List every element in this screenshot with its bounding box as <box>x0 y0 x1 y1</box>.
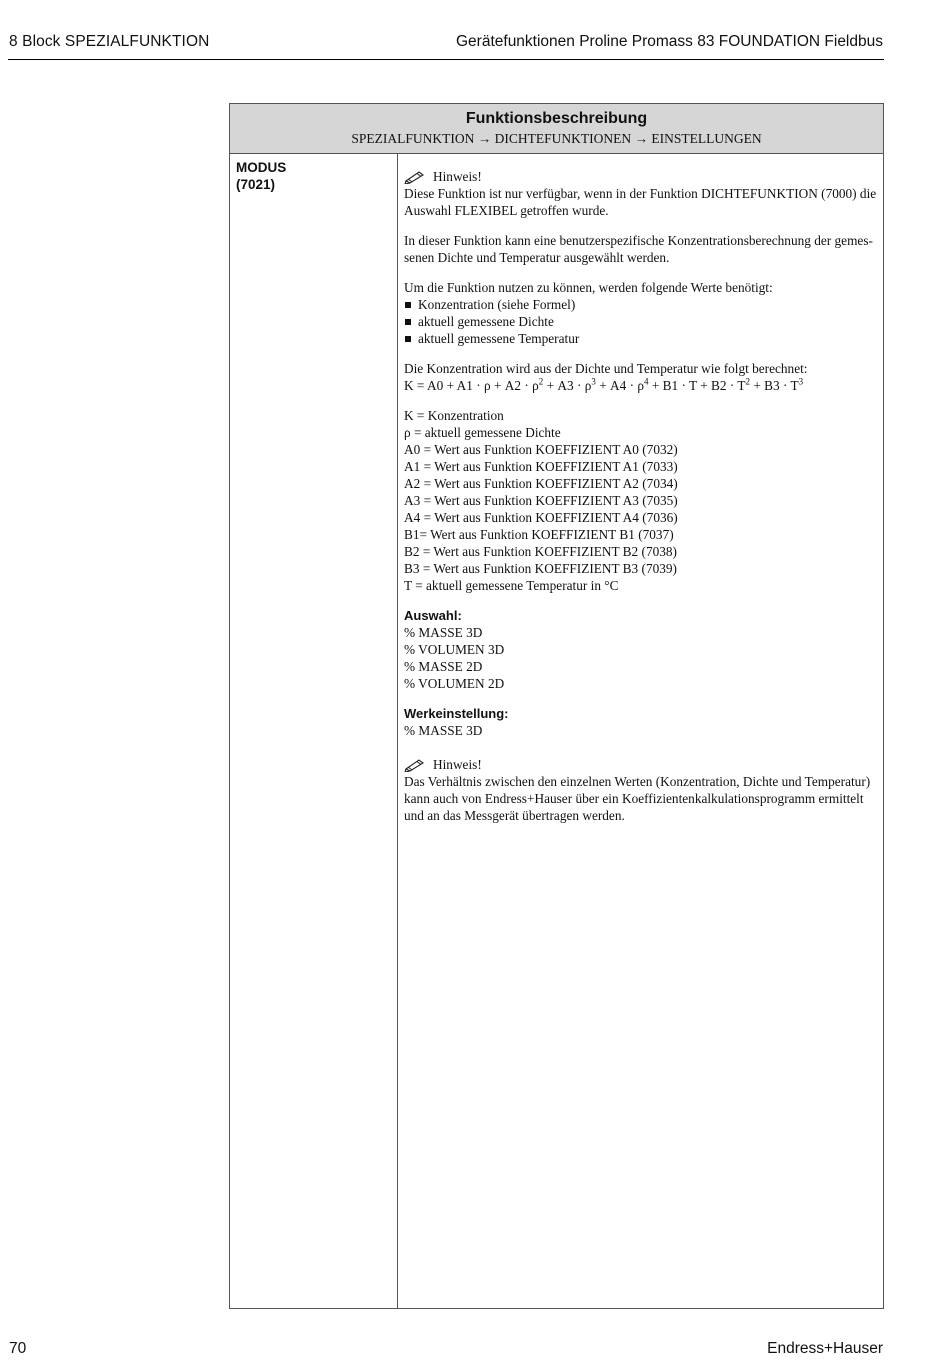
selection-option: % VOLUMEN 2D <box>404 676 505 691</box>
formula-exponent: 2 <box>538 376 544 387</box>
default-label: Werkeinstellung: <box>404 706 509 721</box>
note-1-heading <box>404 168 877 185</box>
function-name: MODUS <box>236 160 287 175</box>
table-body <box>230 154 883 1308</box>
required-values-list <box>404 296 877 347</box>
pencil-note-icon <box>404 758 426 772</box>
list-item: aktuell gemessene Dichte <box>404 313 877 330</box>
note-2-label: Hinweis! <box>433 757 482 772</box>
formula-part: K = A0 + A1 · ρ + A2 · ρ <box>404 378 539 393</box>
list-item: Konzentration (siehe Formel) <box>404 296 877 313</box>
selection-option: % VOLUMEN 3D <box>404 642 505 657</box>
pencil-note-icon <box>404 170 426 184</box>
note-2-heading <box>404 756 877 773</box>
note-2-line: kann auch von Endress+Hauser über ein Koeffizientenkalkulationsprogramm ermittelt <box>404 791 864 806</box>
formula-part: + A3 · ρ <box>543 378 592 393</box>
function-name-cell <box>230 154 398 1308</box>
definition-line: K = Konzentration <box>404 408 504 423</box>
definition-line: ρ = aktuell gemessene Dichte <box>404 425 561 440</box>
formula-block <box>404 360 877 394</box>
formula-intro: Die Konzentration wird aus der Dichte und Temperatur wie folgt berechnet: <box>404 361 808 376</box>
formula-definitions <box>404 407 877 594</box>
formula-part: + A4 · ρ <box>595 378 645 393</box>
definition-line: B2 = Wert aus Funktion KOEFFIZIENT B2 (7038) <box>404 544 677 559</box>
table-header <box>230 104 883 154</box>
required-values-intro: Um die Funktion nutzen zu können, werden folgende Werte benötigt: <box>404 280 773 295</box>
header-rule <box>8 59 884 60</box>
formula-part: + B3 · T <box>750 378 799 393</box>
selection-label: Auswahl: <box>404 608 462 623</box>
note-1 <box>404 168 877 219</box>
function-description-cell <box>398 154 883 1308</box>
formula <box>404 377 877 394</box>
formula-exponent: 2 <box>745 376 751 387</box>
formula-exponent: 3 <box>798 376 804 387</box>
note-2 <box>404 756 877 824</box>
formula-exponent: 3 <box>591 376 596 387</box>
table-title: Funktionsbeschreibung <box>465 110 648 127</box>
paragraph-line: senen Dichte und Temperatur ausgewählt werden. <box>404 250 670 265</box>
note-1-line: Diese Funktion ist nur verfügbar, wenn in der Funktion DICHTEFUNKTION (7000) die <box>404 186 877 201</box>
definition-line: T = aktuell gemessene Temperatur in °C <box>404 578 619 593</box>
definition-line: A3 = Wert aus Funktion KOEFFIZIENT A3 (7035) <box>404 493 678 508</box>
note-1-label: Hinweis! <box>433 169 482 184</box>
header-document-title: Gerätefunktionen Proline Promass 83 FOUNDATION Fieldbus <box>456 33 883 50</box>
menu-path: SPEZIALFUNKTION → DICHTEFUNKTIONEN → EINSTELLUNGEN <box>351 131 762 146</box>
default-value: % MASSE 3D <box>404 723 483 738</box>
note-2-line: Das Verhältnis zwischen den einzelnen Werten (Konzentration, Dichte und Temperatur) <box>404 774 871 789</box>
page-number: 70 <box>9 1340 27 1357</box>
list-item: aktuell gemessene Temperatur <box>404 330 877 347</box>
formula-exponent: 4 <box>644 376 649 387</box>
header-chapter: 8 Block SPEZIALFUNKTION <box>9 33 210 50</box>
required-values <box>404 279 877 347</box>
definition-line: A1 = Wert aus Funktion KOEFFIZIENT A1 (7033) <box>404 459 678 474</box>
selection-option: % MASSE 3D <box>404 625 483 640</box>
note-1-line: Auswahl FLEXIBEL getroffen wurde. <box>404 203 609 218</box>
function-code: (7021) <box>236 177 276 192</box>
definition-line: B1= Wert aus Funktion KOEFFIZIENT B1 (7037) <box>404 527 674 542</box>
definition-line: A4 = Wert aus Funktion KOEFFIZIENT A4 (7036) <box>404 510 678 525</box>
paragraph-selection-purpose <box>404 232 877 266</box>
formula-part: + B1 · T + B2 · T <box>648 378 746 393</box>
function-table <box>229 103 884 1309</box>
default-block <box>404 705 877 739</box>
note-2-line: und an das Messgerät übertragen werden. <box>404 808 625 823</box>
selection-option: % MASSE 2D <box>404 659 483 674</box>
definition-line: A2 = Wert aus Funktion KOEFFIZIENT A2 (7034) <box>404 476 678 491</box>
definition-line: B3 = Wert aus Funktion KOEFFIZIENT B3 (7039) <box>404 561 677 576</box>
footer-brand: Endress+Hauser <box>767 1340 883 1357</box>
selection-block <box>404 607 877 692</box>
definition-line: A0 = Wert aus Funktion KOEFFIZIENT A0 (7032) <box>404 442 678 457</box>
paragraph-line: In dieser Funktion kann eine benutzerspezifische Konzentrationsberechnung der gemes- <box>404 233 873 248</box>
